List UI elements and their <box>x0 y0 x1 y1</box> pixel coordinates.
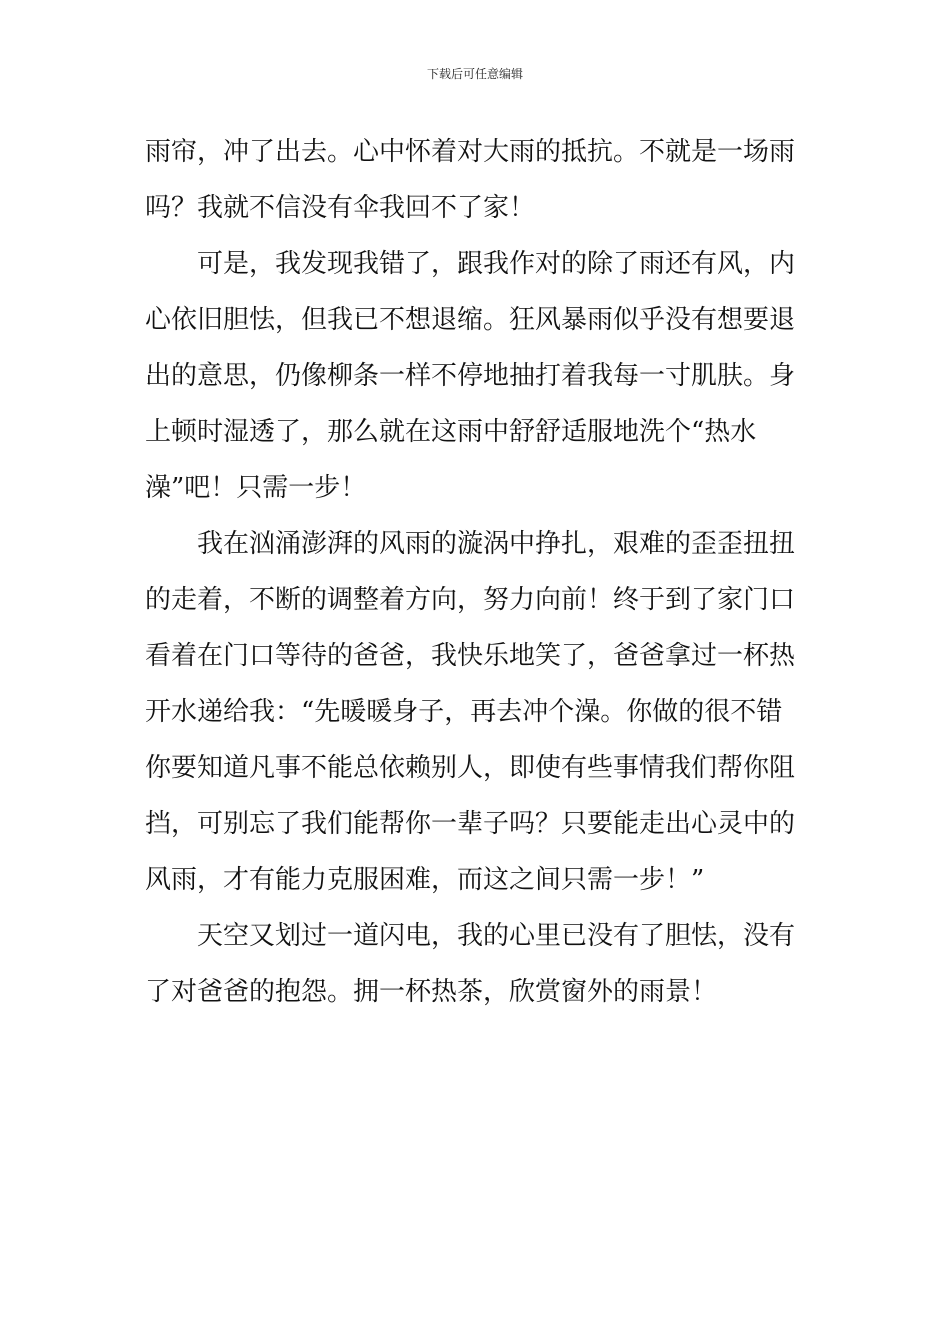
text-line: 可是，我发现我错了，跟我作对的除了雨还有风，内 <box>197 249 796 279</box>
text-line: 的走着，不断的调整着方向，努力向前！终于到了家门口 <box>145 585 796 615</box>
text-line: 了对爸爸的抱怨。拥一杯热茶，欣赏窗外的雨景！ <box>145 977 718 1007</box>
paragraph-3 <box>145 520 810 912</box>
paragraph-1 <box>145 128 810 240</box>
text-line: 开水递给我：“先暖暖身子，再去冲个澡。你做的很不错 <box>145 697 783 727</box>
text-line: 我在汹涌澎湃的风雨的漩涡中挣扎，艰难的歪歪扭扭 <box>197 529 796 559</box>
text-line: 吗？我就不信没有伞我回不了家！ <box>145 193 536 223</box>
text-line: 风雨，才有能力克服困难，而这之间只需一步！” <box>145 865 705 895</box>
text-line: 心依旧胆怯，但我已不想退缩。狂风暴雨似乎没有想要退 <box>145 305 796 335</box>
text-line: 挡，可别忘了我们能帮你一辈子吗？只要能走出心灵中的 <box>145 809 796 839</box>
text-line: 出的意思，仍像柳条一样不停地抽打着我每一寸肌肤。身 <box>145 361 796 391</box>
text-line: 你要知道凡事不能总依赖别人，即使有些事情我们帮你阻 <box>145 753 796 783</box>
text-line: 上顿时湿透了，那么就在这雨中舒舒适服地洗个“热水 <box>145 417 757 447</box>
text-line: 澡”吧！只需一步！ <box>145 473 367 503</box>
paragraph-2 <box>145 240 810 520</box>
document-body <box>145 128 810 1024</box>
text-line: 天空又划过一道闪电，我的心里已没有了胆怯，没有 <box>197 921 796 951</box>
text-line: 雨帘，冲了出去。心中怀着对大雨的抵抗。不就是一场雨 <box>145 137 796 167</box>
page-header: 下载后可任意编辑 <box>426 67 523 81</box>
paragraph-4 <box>145 912 810 1024</box>
text-line: 看着在门口等待的爸爸，我快乐地笑了，爸爸拿过一杯热 <box>145 641 796 671</box>
